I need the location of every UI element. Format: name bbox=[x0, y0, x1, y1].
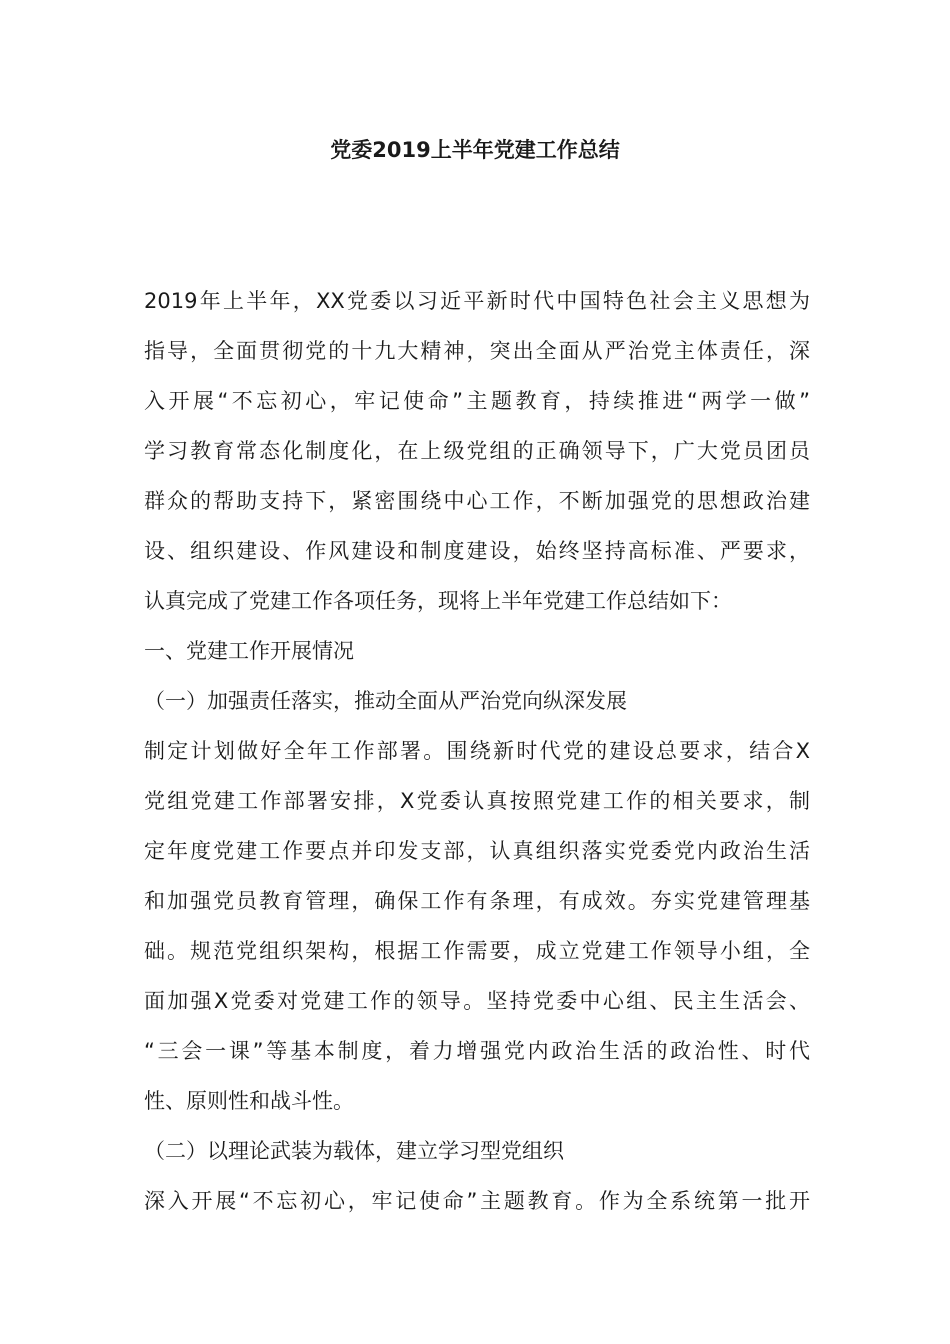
body-line-16: “三会一课”等基本制度，着力增强党内政治生活的政治性、时代 bbox=[144, 1039, 810, 1063]
body-line-4: 学习教育常态化制度化，在上级党组的正确领导下，广大党员团员 bbox=[144, 439, 810, 463]
body-line-19: 深入开展“不忘初心，牢记使命”主题教育。作为全系统第一批开 bbox=[144, 1189, 810, 1213]
subsection-heading-2: （二）以理论武装为载体，建立学习型党组织 bbox=[144, 1139, 564, 1163]
body-line-5: 群众的帮助支持下，紧密围绕中心工作，不断加强党的思想政治建 bbox=[144, 489, 810, 513]
body-line-12: 定年度党建工作要点并印发支部，认真组织落实党委党内政治生活 bbox=[144, 839, 810, 863]
body-line-6: 设、组织建设、作风建设和制度建设，始终坚持高标准、严要求， bbox=[144, 539, 810, 563]
body-line-10: 制定计划做好全年工作部署。围绕新时代党的建设总要求，结合X bbox=[144, 739, 810, 763]
body-line-14: 础。规范党组织架构，根据工作需要，成立党建工作领导小组，全 bbox=[144, 939, 810, 963]
body-line-17: 性、原则性和战斗性。 bbox=[144, 1089, 354, 1113]
body-line-15: 面加强X党委对党建工作的领导。坚持党委中心组、民主生活会、 bbox=[144, 989, 810, 1013]
document-title: 党委2019上半年党建工作总结 bbox=[330, 138, 620, 162]
section-heading-1: 一、党建工作开展情况 bbox=[144, 639, 354, 663]
body-line-3: 入开展“不忘初心，牢记使命”主题教育，持续推进“两学一做” bbox=[144, 389, 810, 413]
body-line-2: 指导，全面贯彻党的十九大精神，突出全面从严治党主体责任，深 bbox=[144, 339, 810, 363]
body-line-13: 和加强党员教育管理，确保工作有条理，有成效。夯实党建管理基 bbox=[144, 889, 810, 913]
body-line-7: 认真完成了党建工作各项任务，现将上半年党建工作总结如下： bbox=[144, 589, 732, 613]
body-line-11: 党组党建工作部署安排，X党委认真按照党建工作的相关要求，制 bbox=[144, 789, 810, 813]
subsection-heading-1: （一）加强责任落实，推动全面从严治党向纵深发展 bbox=[144, 689, 627, 713]
body-line-1: 2019年上半年，XX党委以习近平新时代中国特色社会主义思想为 bbox=[144, 289, 810, 313]
